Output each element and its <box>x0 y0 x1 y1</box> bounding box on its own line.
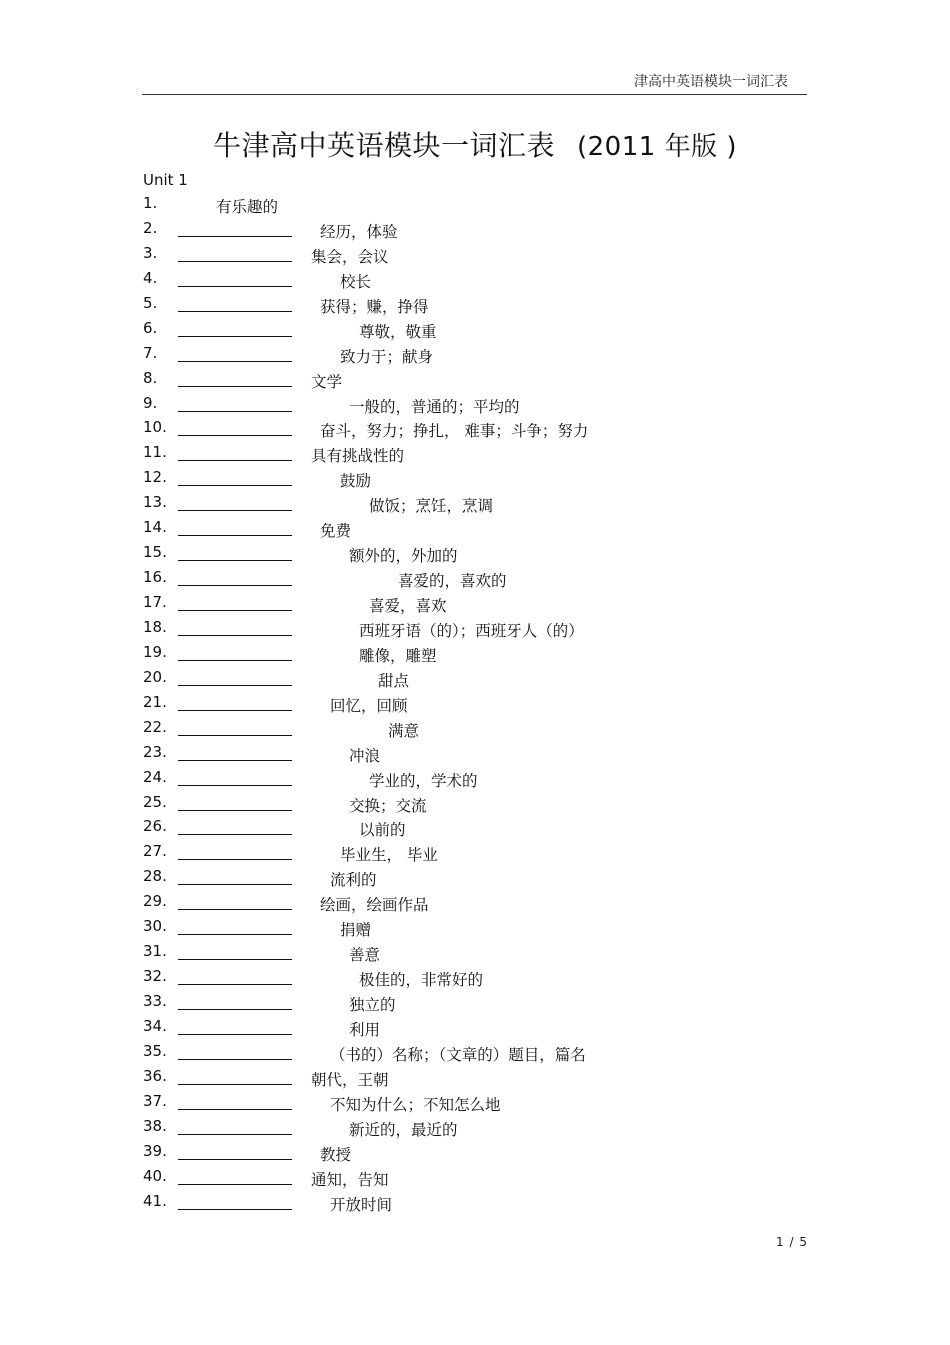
answer-blank <box>178 286 292 287</box>
vocab-row <box>0 242 950 267</box>
vocab-row <box>0 541 950 566</box>
vocab-number: 5. <box>143 293 158 312</box>
vocab-meaning: （书的）名称；（文章的）题目，篇名 <box>330 1045 586 1064</box>
vocab-row <box>0 691 950 716</box>
vocab-meaning: 尊敬，敬重 <box>359 322 437 341</box>
answer-blank <box>178 884 292 885</box>
answer-blank <box>178 1159 292 1160</box>
answer-blank <box>178 1084 292 1085</box>
vocab-row <box>0 416 950 441</box>
vocab-number: 1. <box>143 194 158 212</box>
answer-blank <box>178 1209 292 1210</box>
vocab-row <box>0 965 950 990</box>
vocab-meaning: 文学 <box>311 372 343 391</box>
vocab-meaning: 冲浪 <box>349 746 381 765</box>
vocab-number: 4. <box>143 268 158 287</box>
vocab-number: 40. <box>143 1166 167 1185</box>
answer-blank <box>178 311 292 312</box>
page-indicator: 1 / 5 <box>776 1235 808 1249</box>
vocab-row <box>0 641 950 666</box>
vocab-number: 13. <box>143 493 167 512</box>
vocab-meaning: 回忆，回顾 <box>330 696 408 715</box>
vocab-meaning: 获得；赚，挣得 <box>320 297 429 316</box>
vocab-number: 35. <box>143 1041 167 1060</box>
vocab-meaning: 校长 <box>340 272 372 291</box>
vocab-number: 39. <box>143 1141 167 1160</box>
vocab-meaning: 额外的，外加的 <box>349 547 458 566</box>
answer-blank <box>178 535 292 536</box>
vocab-number: 33. <box>143 992 167 1010</box>
vocab-row <box>0 566 950 591</box>
vocab-meaning: 鼓励 <box>340 472 372 491</box>
vocab-row <box>0 666 950 691</box>
vocab-meaning: 一般的，普通的；平均的 <box>349 397 520 416</box>
document-title <box>0 124 950 164</box>
vocab-number: 38. <box>143 1116 167 1135</box>
vocab-meaning: 绘画，绘画作品 <box>320 896 429 915</box>
vocab-meaning: 善意 <box>349 946 381 965</box>
answer-blank <box>178 810 292 811</box>
answer-blank <box>178 660 292 661</box>
answer-blank <box>178 760 292 761</box>
answer-blank <box>178 710 292 711</box>
vocab-number: 14. <box>143 518 167 537</box>
vocab-row <box>0 292 950 317</box>
answer-blank <box>178 909 292 910</box>
answer-blank <box>178 386 292 387</box>
vocab-meaning: 做饭；烹饪，烹调 <box>369 497 494 516</box>
vocab-meaning: 流利的 <box>330 871 377 890</box>
vocab-meaning: 学业的，学术的 <box>369 771 478 790</box>
answer-blank <box>178 336 292 337</box>
vocab-number: 17. <box>143 593 167 611</box>
vocab-number: 21. <box>143 692 167 711</box>
vocab-meaning: 利用 <box>349 1020 381 1039</box>
answer-blank <box>178 735 292 736</box>
answer-blank <box>178 460 292 461</box>
vocab-meaning: 经历，体验 <box>320 222 398 241</box>
vocab-number: 12. <box>143 468 167 487</box>
vocab-number: 18. <box>143 617 167 636</box>
vocab-meaning: 极佳的，非常好的 <box>359 971 484 990</box>
vocab-row <box>0 741 950 766</box>
vocab-number: 7. <box>143 343 158 362</box>
vocab-row <box>0 1015 950 1040</box>
vocab-meaning: 具有挑战性的 <box>311 447 405 466</box>
vocab-number: 9. <box>143 393 158 412</box>
vocab-meaning: 雕像，雕塑 <box>359 646 437 665</box>
vocab-number: 19. <box>143 642 167 661</box>
vocab-number: 26. <box>143 817 167 836</box>
vocab-number: 16. <box>143 568 167 587</box>
vocab-number: 27. <box>143 842 167 861</box>
vocab-number: 31. <box>143 942 167 961</box>
vocab-meaning: 不知为什么；不知怎么地 <box>330 1095 501 1114</box>
vocab-number: 36. <box>143 1066 167 1085</box>
vocab-meaning: 喜爱的，喜欢的 <box>398 572 507 591</box>
vocab-meaning: 以前的 <box>359 821 406 840</box>
answer-blank <box>178 1184 292 1185</box>
vocab-row <box>0 491 950 516</box>
vocab-row <box>0 1040 950 1065</box>
vocab-row <box>0 716 950 741</box>
vocab-number: 20. <box>143 667 167 686</box>
vocab-meaning: 满意 <box>388 721 420 740</box>
vocab-meaning: 喜爱，喜欢 <box>369 597 447 615</box>
vocab-row <box>0 1140 950 1165</box>
answer-blank <box>178 485 292 486</box>
vocab-meaning: 有乐趣的 <box>216 198 279 216</box>
vocab-row <box>0 1090 950 1115</box>
vocab-row <box>0 616 950 641</box>
vocab-meaning: 通知，告知 <box>311 1170 389 1189</box>
answer-blank <box>178 585 292 586</box>
vocab-number: 2. <box>143 218 158 237</box>
document-title-main: 牛津高中英语模块一词汇表 <box>212 129 555 162</box>
vocab-row <box>0 791 950 816</box>
vocab-meaning: 毕业生， 毕业 <box>340 846 438 865</box>
vocab-row <box>0 317 950 342</box>
answer-blank <box>178 411 292 412</box>
vocab-meaning: 西班牙语（的）；西班牙人（的） <box>359 621 584 640</box>
answer-blank <box>178 435 292 436</box>
vocabulary-list <box>0 192 950 1214</box>
answer-blank <box>178 859 292 860</box>
answer-blank <box>178 1059 292 1060</box>
vocab-number: 11. <box>143 443 167 462</box>
vocab-meaning: 新近的，最近的 <box>349 1120 458 1139</box>
vocab-row <box>0 591 950 616</box>
vocab-row <box>0 915 950 940</box>
vocab-row <box>0 392 950 417</box>
vocab-row <box>0 441 950 466</box>
vocab-number: 25. <box>143 792 167 811</box>
answer-blank <box>178 361 292 362</box>
answer-blank <box>178 1134 292 1135</box>
answer-blank <box>178 984 292 985</box>
vocab-row <box>0 267 950 292</box>
answer-blank <box>178 560 292 561</box>
vocab-number: 3. <box>143 243 158 262</box>
answer-blank <box>178 236 292 237</box>
answer-blank <box>178 261 292 262</box>
answer-blank <box>178 1034 292 1035</box>
vocab-number: 28. <box>143 867 167 886</box>
vocab-row <box>0 466 950 491</box>
vocab-meaning: 集会，会议 <box>311 247 389 266</box>
vocab-meaning: 奋斗，努力；挣扎， 难事；斗争；努力 <box>320 422 589 441</box>
vocab-number: 34. <box>143 1016 167 1035</box>
vocab-number: 15. <box>143 543 167 562</box>
vocab-number: 10. <box>143 418 167 437</box>
answer-blank <box>178 1109 292 1110</box>
vocab-row <box>0 840 950 865</box>
vocab-row <box>0 1165 950 1190</box>
answer-blank <box>178 1009 292 1010</box>
vocab-number: 41. <box>143 1191 167 1210</box>
vocab-meaning: 教授 <box>320 1145 352 1164</box>
vocab-number: 23. <box>143 742 167 761</box>
vocab-row <box>0 766 950 791</box>
vocab-meaning: 甜点 <box>378 671 410 690</box>
vocab-meaning: 免费 <box>320 522 352 541</box>
vocab-number: 8. <box>143 368 158 387</box>
vocab-row <box>0 1065 950 1090</box>
vocab-number: 24. <box>143 767 167 786</box>
answer-blank <box>178 685 292 686</box>
vocab-number: 6. <box>143 318 158 337</box>
vocab-row <box>0 990 950 1015</box>
vocab-row <box>0 865 950 890</box>
vocab-row <box>0 367 950 392</box>
answer-blank <box>178 510 292 511</box>
vocab-row <box>0 815 950 840</box>
vocab-number: 37. <box>143 1091 167 1110</box>
vocab-number: 30. <box>143 917 167 936</box>
vocab-meaning: 朝代，王朝 <box>311 1070 389 1089</box>
header-rule <box>142 94 807 95</box>
vocab-meaning: 开放时间 <box>330 1195 393 1214</box>
vocab-row <box>0 890 950 915</box>
vocab-number: 32. <box>143 967 167 986</box>
vocab-meaning: 致力于；献身 <box>340 347 434 366</box>
vocab-row <box>0 1115 950 1140</box>
vocab-row <box>0 1190 950 1215</box>
vocab-number: 29. <box>143 892 167 911</box>
vocab-row <box>0 342 950 367</box>
vocab-meaning: 交换；交流 <box>349 796 427 815</box>
answer-blank <box>178 610 292 611</box>
running-header: 津高中英语模块一词汇表 <box>634 74 788 90</box>
answer-blank <box>178 834 292 835</box>
vocab-row <box>0 940 950 965</box>
unit-label: Unit 1 <box>143 171 188 189</box>
answer-blank <box>178 635 292 636</box>
vocab-number: 22. <box>143 717 167 736</box>
vocab-meaning: 独立的 <box>349 996 396 1014</box>
vocab-row <box>0 516 950 541</box>
answer-blank <box>178 959 292 960</box>
answer-blank <box>178 785 292 786</box>
answer-blank <box>178 934 292 935</box>
vocab-row <box>0 192 950 217</box>
vocab-row <box>0 217 950 242</box>
vocab-meaning: 捐赠 <box>340 921 372 940</box>
document-title-edition: (2011 年版 ) <box>577 132 737 162</box>
